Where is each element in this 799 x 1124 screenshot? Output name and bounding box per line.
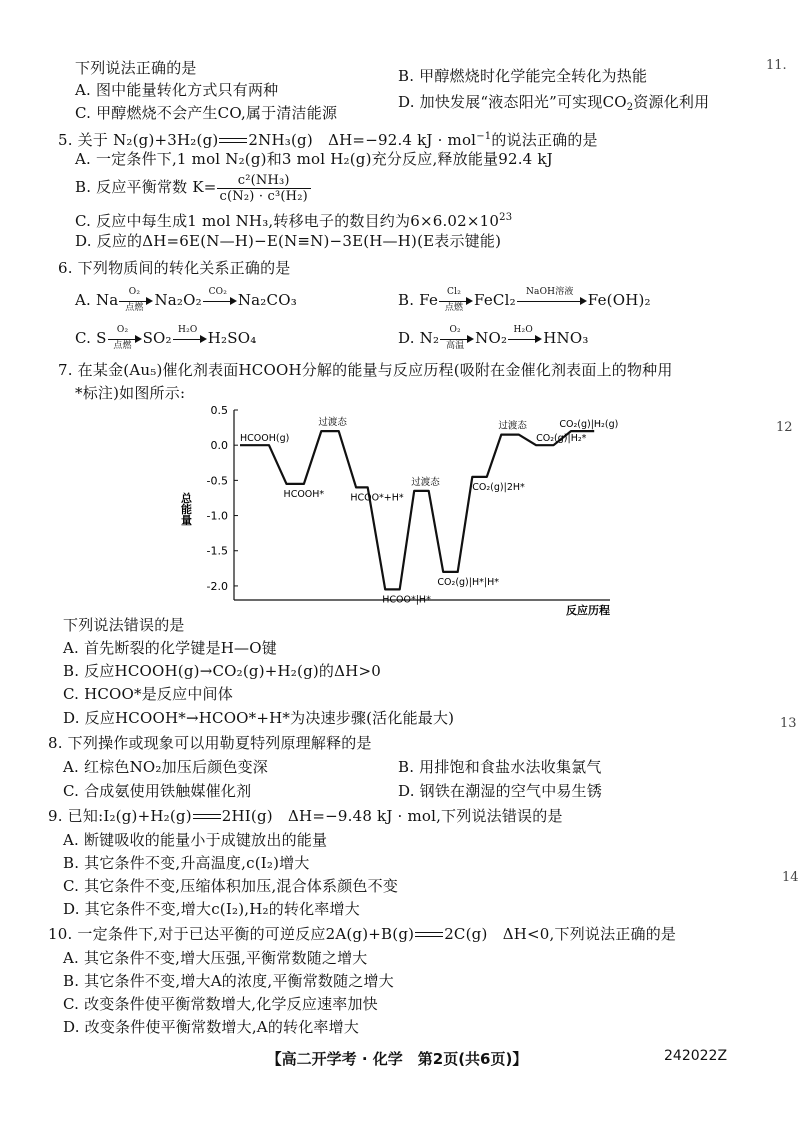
q10-option-d: D. 改变条件使平衡常数增大,A的转化率增大: [63, 1018, 360, 1036]
q9-stem: 9. 已知:I₂(g)+H₂(g) 2HI(g) ΔH=−9.48 kJ · mol,下列说法错误的是: [48, 807, 563, 825]
q8-option-a: A. 红棕色NO₂加压后颜色变深: [63, 758, 269, 776]
energy-annotation: CO₂(g)|H₂(g): [559, 419, 619, 431]
q10-option-b: B. 其它条件不变,增大A的浓度,平衡常数随之增大: [63, 972, 394, 990]
energy-profile-chart: [170, 404, 630, 617]
q7-option-c: C. HCOO*是反应中间体: [63, 685, 233, 703]
q8-stem: 8. 下列操作或现象可以用勒夏特列原理解释的是: [48, 734, 372, 752]
reaction-arrow-icon: CO₂: [203, 291, 237, 311]
q4-option-d: D. 加快发展“液态阳光”可实现$CO_2$资源化利用: [398, 93, 710, 113]
page-footer: 【高二开学考 · 化学 第2页(共6页)】: [266, 1050, 528, 1068]
q10-option-c: C. 改变条件使平衡常数增大,化学反应速率加快: [63, 995, 378, 1013]
energy-profile-line: [240, 431, 594, 589]
q6-option-a: A. Na O₂ 点燃 Na₂O₂ CO₂ Na₂CO₃: [75, 287, 297, 313]
q4-option-b: B. 甲醇燃烧时化学能完全转化为热能: [398, 67, 648, 85]
paper-code: 242022Z: [664, 1048, 728, 1064]
q4-prompt: 下列说法正确的是: [75, 59, 197, 77]
y-tick-label: -1.0: [206, 509, 228, 523]
margin-number: 11.: [766, 58, 787, 73]
x-axis-label: 反应历程: [566, 604, 610, 617]
q6-stem: 6. 下列物质间的转化关系正确的是: [58, 259, 291, 277]
q4-option-a: A. 图中能量转化方式只有两种: [75, 81, 279, 99]
reaction-arrow-icon: NaOH溶液: [517, 291, 587, 311]
q7-stem-line1: 7. 在某金(Au₅)催化剂表面HCOOH分解的能量与反应历程(吸附在金催化剂表面上的物种用: [58, 361, 673, 379]
y-axis-label: 总能量: [179, 492, 193, 526]
q7-stem-line2: *标注)如图所示:: [75, 384, 186, 402]
q6-option-b: B. Fe Cl₂ 点燃 FeCl₂ NaOH溶液 Fe(OH)₂: [398, 287, 651, 313]
margin-number: 12: [776, 420, 793, 435]
equilibrium-constant-fraction: $\frac{\text{c²(NH₃)}}{\text{c(N₂) · c³(H₂)}}$: [217, 173, 311, 204]
q9-option-a: A. 断键吸收的能量小于成键放出的能量: [63, 831, 328, 849]
q5-option-a: A. 一定条件下,1 mol N₂(g)和3 mol H₂(g)充分反应,释放能量92.4 kJ: [75, 150, 553, 168]
reaction-arrow-icon: H₂O: [173, 329, 207, 349]
energy-annotation: CO₂(g)|H₂*: [536, 433, 587, 445]
y-tick-label: 0.5: [210, 404, 228, 417]
q5-option-c: C. 反应中每生成1 mol NH₃,转移电子的数目约为$6\times 6.02\times 10^{23}$: [75, 212, 513, 230]
energy-annotation: CO₂(g)|2H*: [472, 481, 525, 493]
margin-number: 14: [782, 870, 799, 885]
q4-option-c: C. 甲醇燃烧不会产生CO,属于清洁能源: [75, 104, 338, 122]
energy-annotation: HCOOH(g): [240, 433, 290, 445]
energy-annotation: 过渡态: [318, 417, 347, 429]
q8-option-d: D. 钢铁在潮湿的空气中易生锈: [398, 782, 603, 800]
q9-option-d: D. 其它条件不变,增大c(I₂),H₂的转化率增大: [63, 900, 360, 918]
reaction-arrow-icon: O₂ 点燃: [119, 291, 153, 311]
reaction-arrow-icon: O₂ 高温: [440, 329, 474, 349]
y-tick-label: -2.0: [206, 579, 228, 593]
reaction-arrow-icon: H₂O: [508, 329, 542, 349]
equilibrium-arrow-icon: [415, 931, 443, 939]
reaction-arrow-icon: O₂ 点燃: [108, 329, 142, 349]
y-tick-label: -0.5: [206, 474, 228, 488]
q7-option-b: B. 反应HCOOH(g)→CO₂(g)+H₂(g)的ΔH>0: [63, 662, 381, 680]
equilibrium-arrow-icon: [219, 137, 247, 145]
energy-annotation: HCOOH*: [283, 488, 325, 500]
energy-annotation: HCOO*+H*: [350, 492, 404, 504]
q5-option-b: B. 反应平衡常数 K= $\frac{\text{c²(NH₃)}}{\text{c(N₂) · c³(H₂)}}$: [75, 168, 311, 206]
energy-annotation: CO₂(g)|H*|H*: [437, 576, 499, 588]
q10-stem: 10. 一定条件下,对于已达平衡的可逆反应2A(g)+B(g) 2C(g) ΔH<0,下列说法正确的是: [48, 925, 677, 943]
energy-annotation: 过渡态: [498, 420, 527, 432]
q7-prompt: 下列说法错误的是: [63, 616, 185, 634]
q6-option-d: D. N₂ O₂ 高温 NO₂ H₂O HNO₃: [398, 325, 589, 351]
q10-option-a: A. 其它条件不变,增大压强,平衡常数随之增大: [63, 949, 368, 967]
q5-stem: 5. 关于 N₂(g)+3H₂(g) 2NH₃(g) ΔH=−92.4 kJ · mol$^{-1}$的说法正确的是: [58, 131, 598, 149]
q8-option-c: C. 合成氨使用铁触媒催化剂: [63, 782, 252, 800]
equilibrium-arrow-icon: [193, 813, 221, 821]
q9-option-c: C. 其它条件不变,压缩体积加压,混合体系颜色不变: [63, 877, 399, 895]
energy-annotation: HCOO*|H*: [382, 594, 431, 606]
energy-annotation: 过渡态: [411, 476, 440, 488]
q9-option-b: B. 其它条件不变,升高温度,c(I₂)增大: [63, 854, 310, 872]
q8-option-b: B. 用排饱和食盐水法收集氯气: [398, 758, 602, 776]
q6-option-c: C. S O₂ 点燃 SO₂ H₂O H₂SO₄: [75, 325, 257, 351]
y-tick-label: 0.0: [210, 439, 228, 453]
q5-option-d: D. 反应的ΔH=6E(N—H)−E(N≡N)−3E(H—H)(E表示键能): [75, 232, 502, 250]
q7-option-d: D. 反应HCOOH*→HCOO*+H*为决速步骤(活化能最大): [63, 709, 455, 727]
margin-number: 13: [780, 716, 797, 731]
q7-option-a: A. 首先断裂的化学键是H—O键: [63, 639, 277, 657]
y-tick-label: -1.5: [206, 544, 228, 558]
reaction-arrow-icon: Cl₂ 点燃: [439, 291, 473, 311]
